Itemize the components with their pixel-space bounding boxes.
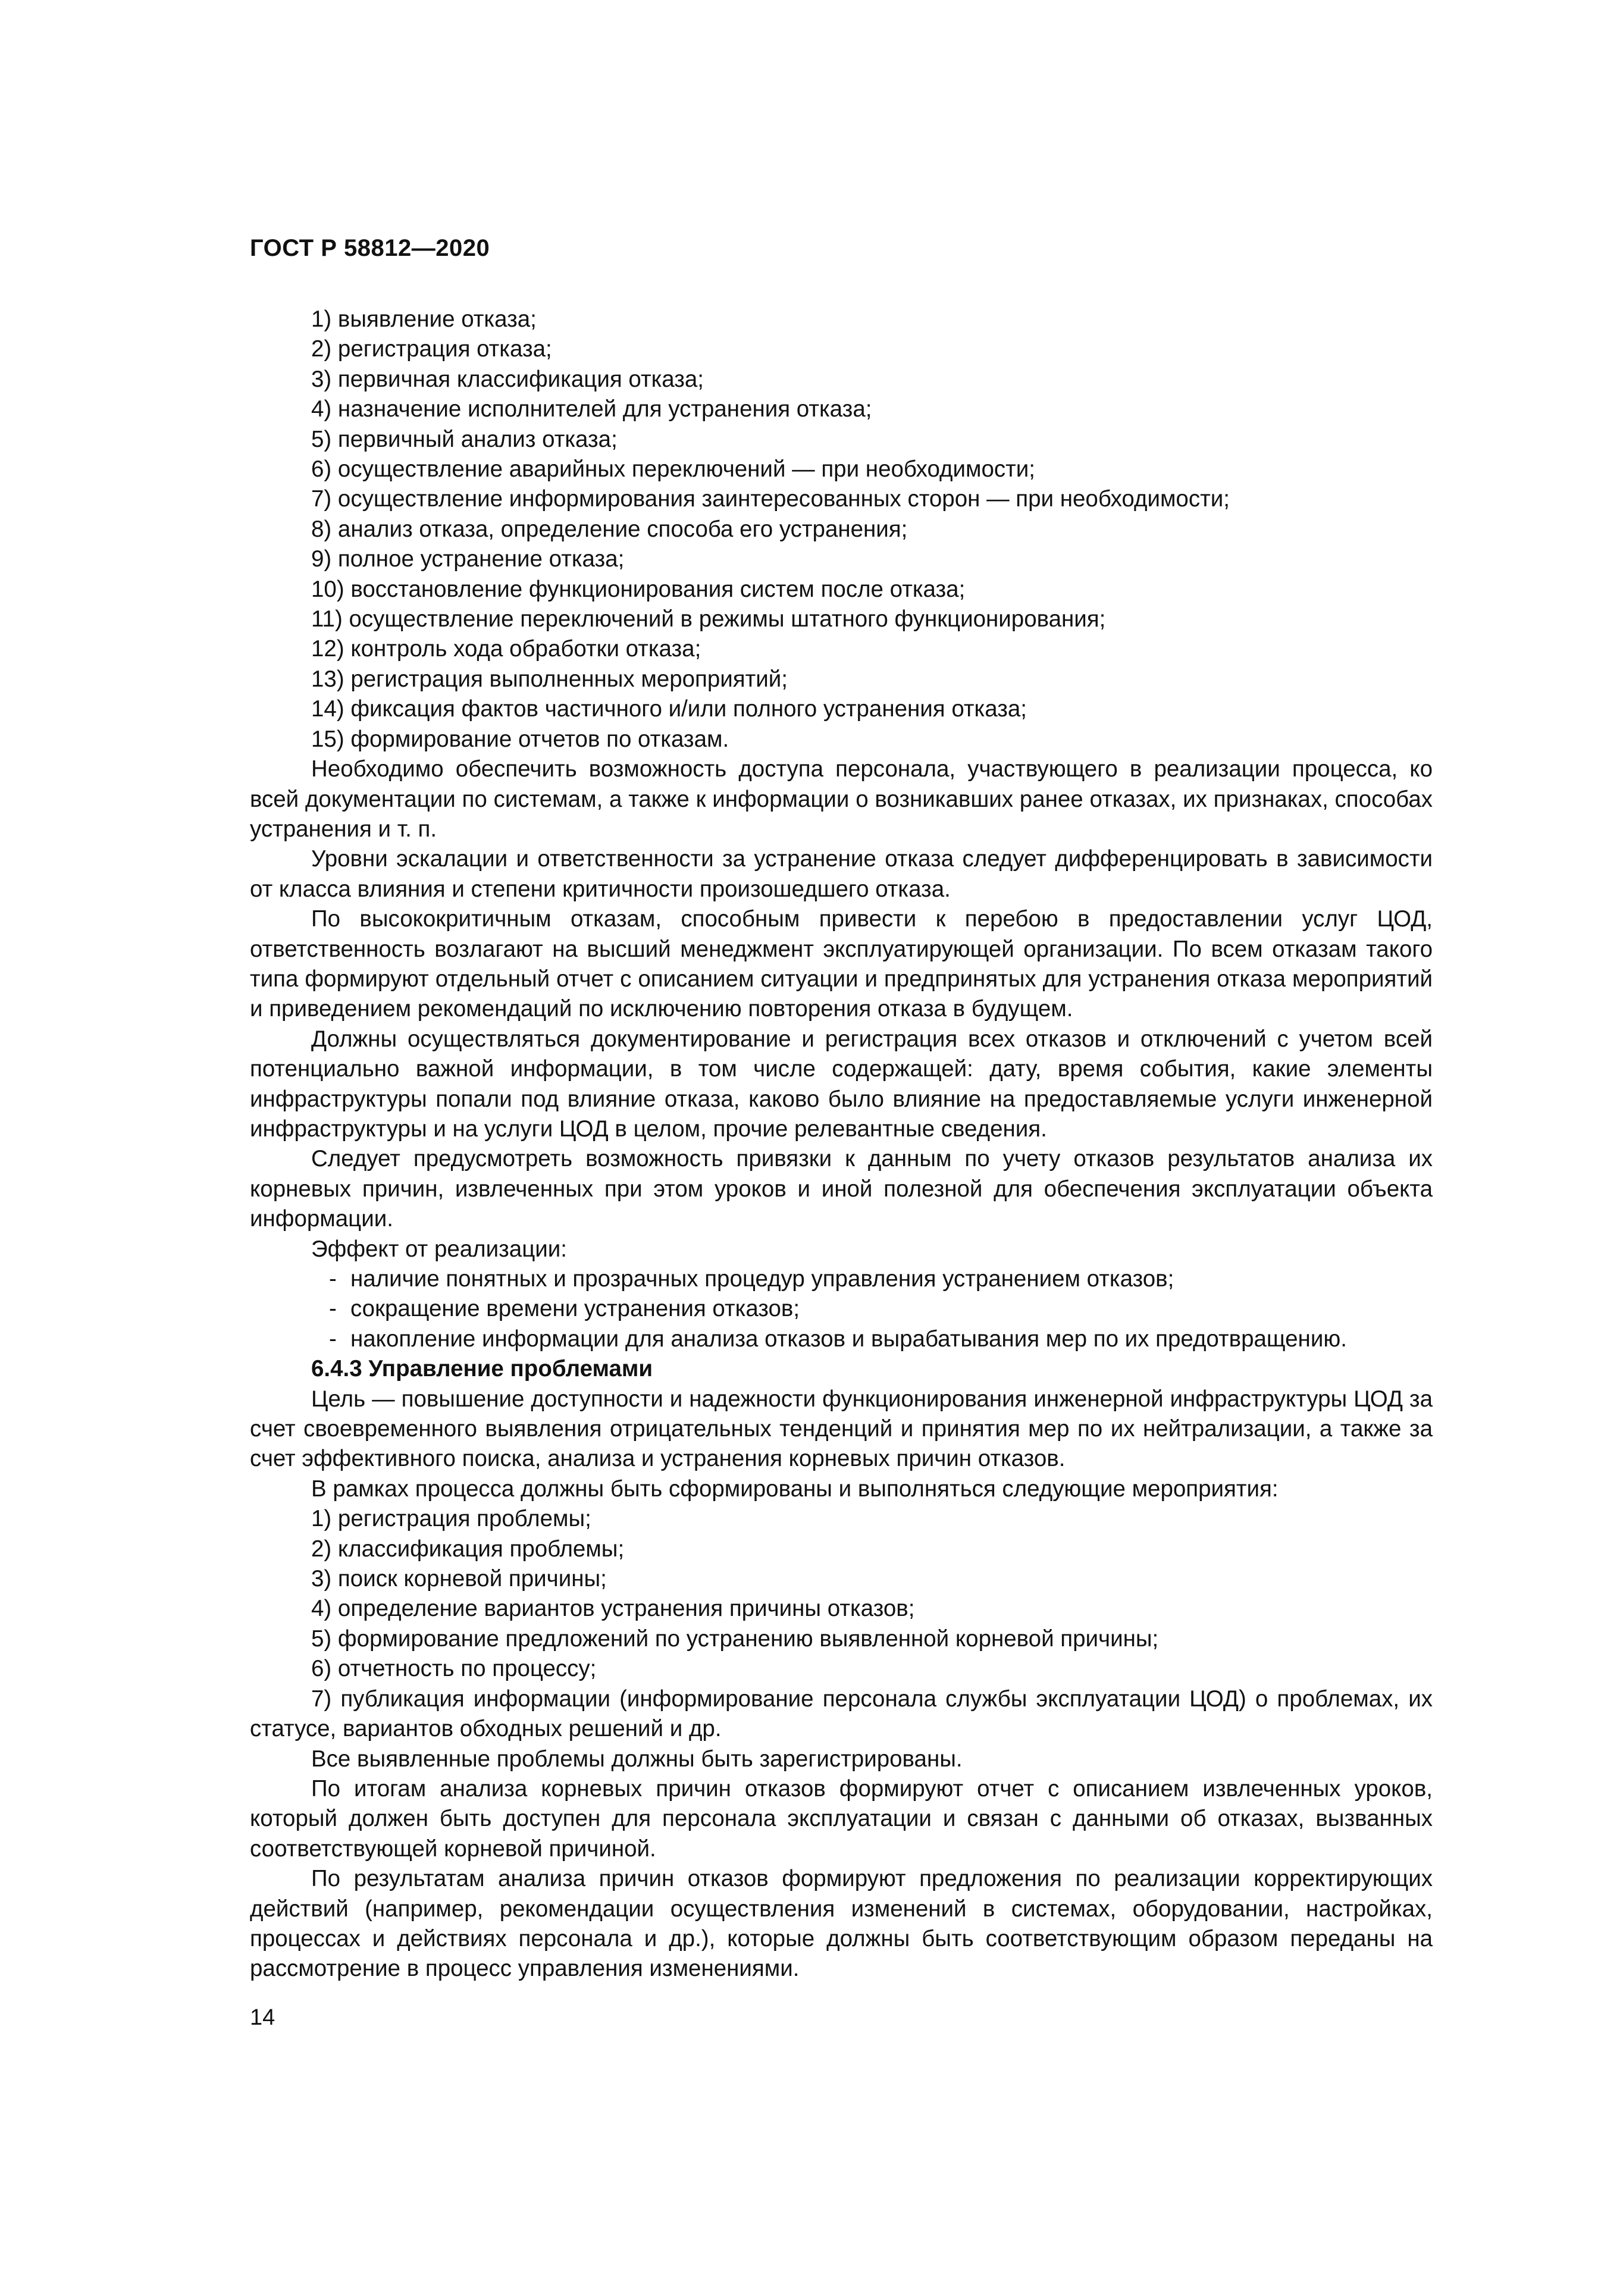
paragraph: По результатам анализа причин отказов формируют предложения по реализации корректирующих действий (например, рекомендации осуществления изменений в системах, оборудовании, настройках, процессах и действиях персонала и др.), которые должны быть соответствующим образом переданы на рассмотрение в процесс управления изменениями. (250, 1866, 1433, 1982)
paragraph: Уровни эскалации и ответственности за устранение отказа следует дифференцировать в зависимости от класса влияния и степени критичности произошедшего отказа. (250, 846, 1433, 902)
list-item: 8) анализ отказа, определение способа его устранения; (311, 516, 908, 542)
paragraph: По итогам анализа корневых причин отказов формируют отчет с описанием извлеченных уроков, который должен быть доступен для персонала эксплуатации и связан с данными об отказах, вызванных соответствующей корневой причиной. (250, 1775, 1433, 1862)
list-item: 15) формирование отчетов по отказам. (311, 726, 729, 752)
paragraph: По высококритичным отказам, способным привести к перебою в предоставлении услуг ЦОД, ответственность возлагают на высший менеджмент эксплуатирующей организации. По всем отказам такого типа формируют отдельный отчет с описанием ситуации и предпринятых для устранения отказа мероприятий и приведением рекомендаций по исключению повторения отказа в будущем. (250, 906, 1433, 1022)
paragraph: В рамках процесса должны быть сформированы и выполняться следующие мероприятия: (311, 1476, 1279, 1502)
dash-marker: - (329, 1296, 337, 1322)
list-item: 14) фиксация фактов частичного и/или полного устранения отказа; (311, 696, 1027, 722)
paragraph: Необходимо обеспечить возможность доступа персонала, участвующего в реализации процесса, ко всей документации по системам, а также к информации о возникавших ранее отказах, их признаках, способах устранения и т. п. (250, 756, 1433, 842)
paragraph: Следует предусмотреть возможность привязки к данным по учету отказов результатов анализа их корневых причин, извлеченных при этом уроков и иной полезной для обеспечения эксплуатации объекта информации. (250, 1146, 1433, 1232)
bullet-item (250, 1324, 1433, 1354)
bullet-text: накопление информации для анализа отказов и вырабатывания мер по их предотвращению. (350, 1326, 1347, 1352)
list-item: 4) определение вариантов устранения причины отказов; (311, 1596, 915, 1622)
bullet-item (250, 1294, 1433, 1324)
list-item: 5) первичный анализ отказа; (311, 426, 618, 452)
list-item: 12) контроль хода обработки отказа; (311, 636, 701, 662)
paragraph: Все выявленные проблемы должны быть зарегистрированы. (311, 1746, 963, 1772)
list-item: 7) осуществление информирования заинтересованных сторон — при необходимости; (311, 486, 1230, 512)
paragraph: Должны осуществляться документирование и регистрация всех отказов и отключений с учетом всей потенциально важной информации, в том числе содержащей: дату, время события, какие элементы инфраструктуры попали под влияние отказа, каково было влияние на предоставляемые услуги инженерной инфраструктуры и на услуги ЦОД в целом, прочие релевантные сведения. (250, 1026, 1433, 1142)
bullet-item (250, 1264, 1433, 1294)
bullet-text: сокращение времени устранения отказов; (350, 1296, 800, 1322)
document-body (250, 305, 1433, 1984)
list-item: 9) полное устранение отказа; (311, 546, 625, 572)
dash-marker: - (329, 1266, 337, 1292)
list-item: 3) поиск корневой причины; (311, 1566, 607, 1592)
list-item: 6) отчетность по процессу; (311, 1656, 597, 1682)
dash-marker: - (329, 1326, 337, 1352)
list-item: 3) первичная классификация отказа; (311, 366, 704, 392)
list-item: 7) публикация информации (информирование персонала службы эксплуатации ЦОД) о проблемах, их статусе, вариантов обходных решений и др. (250, 1686, 1433, 1742)
list-item: 1) выявление отказа; (311, 306, 537, 332)
bullet-text: наличие понятных и прозрачных процедур управления устранением отказов; (350, 1266, 1174, 1292)
paragraph: Эффект от реализации: (311, 1236, 567, 1262)
page-number: 14 (250, 2005, 275, 2030)
list-item: 2) классификация проблемы; (311, 1536, 625, 1562)
list-item: 5) формирование предложений по устранению выявленной корневой причины; (311, 1625, 1159, 1652)
section-heading: 6.4.3 Управление проблемами (311, 1356, 653, 1382)
list-item: 1) регистрация проблемы; (311, 1506, 591, 1532)
list-item: 2) регистрация отказа; (311, 336, 552, 362)
list-item: 13) регистрация выполненных мероприятий; (311, 666, 788, 692)
document-code: ГОСТ Р 58812—2020 (250, 235, 490, 261)
paragraph: Цель — повышение доступности и надежности функционирования инженерной инфраструктуры ЦОД за счет своевременного выявления отрицательных тенденций и принятия мер по их нейтрализации, а также за счет эффективного поиска, анализа и устранения корневых причин отказов. (250, 1386, 1433, 1472)
list-item: 6) осуществление аварийных переключений — при необходимости; (311, 456, 1035, 483)
list-item: 11) осуществление переключений в режимы штатного функционирования; (311, 606, 1106, 632)
list-item: 4) назначение исполнителей для устранения отказа; (311, 396, 872, 422)
list-item: 10) восстановление функционирования систем после отказа; (311, 576, 966, 602)
